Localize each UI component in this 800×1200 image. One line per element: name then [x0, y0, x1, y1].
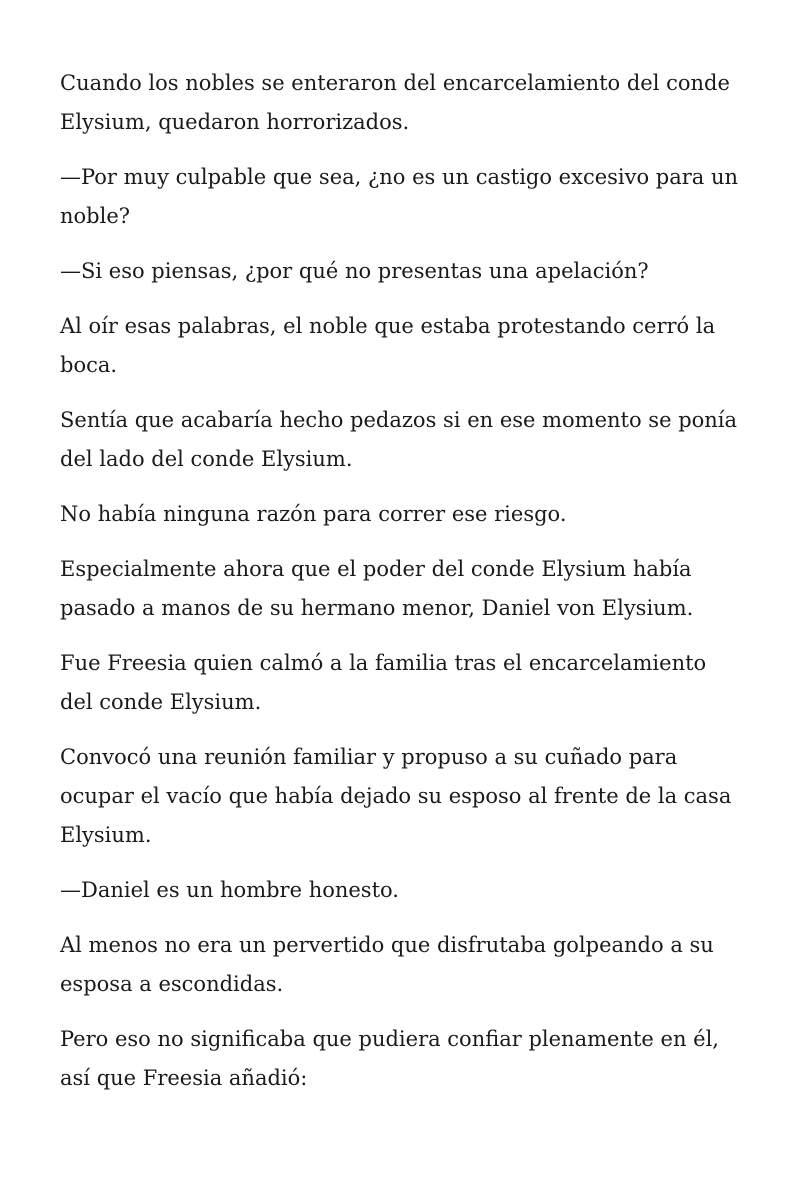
- paragraph-11: Al menos no era un pervertido que disfrutaba golpeando a su esposa a escondidas.: [60, 933, 714, 996]
- paragraph-2: —Por muy culpable que sea, ¿no es un castigo excesivo para un noble?: [60, 165, 739, 228]
- paragraph-4: Al oír esas palabras, el noble que estaba protestando cerró la boca.: [60, 314, 716, 377]
- paragraph-12: Pero eso no significaba que pudiera confiar plenamente en él, así que Freesia añadió:: [60, 1027, 719, 1090]
- paragraph-9: Convocó una reunión familiar y propuso a su cuñado para ocupar el vacío que había dejado su esposo al frente de la casa Elysium.: [60, 745, 732, 847]
- paragraph-7: Especialmente ahora que el poder del conde Elysium había pasado a manos de su hermano menor, Daniel von Elysium.: [60, 557, 694, 620]
- paragraph-3: —Si eso piensas, ¿por qué no presentas una apelación?: [60, 259, 649, 283]
- paragraph-1: Cuando los nobles se enteraron del encarcelamiento del conde Elysium, quedaron horrorizados.: [60, 71, 730, 134]
- paragraph-8: Fue Freesia quien calmó a la familia tras el encarcelamiento del conde Elysium.: [60, 651, 707, 714]
- paragraph-6: No había ninguna razón para correr ese riesgo.: [60, 502, 567, 526]
- paragraph-10: —Daniel es un hombre honesto.: [60, 878, 399, 902]
- paragraph-5: Sentía que acabaría hecho pedazos si en ese momento se ponía del lado del conde Elysium.: [60, 408, 738, 471]
